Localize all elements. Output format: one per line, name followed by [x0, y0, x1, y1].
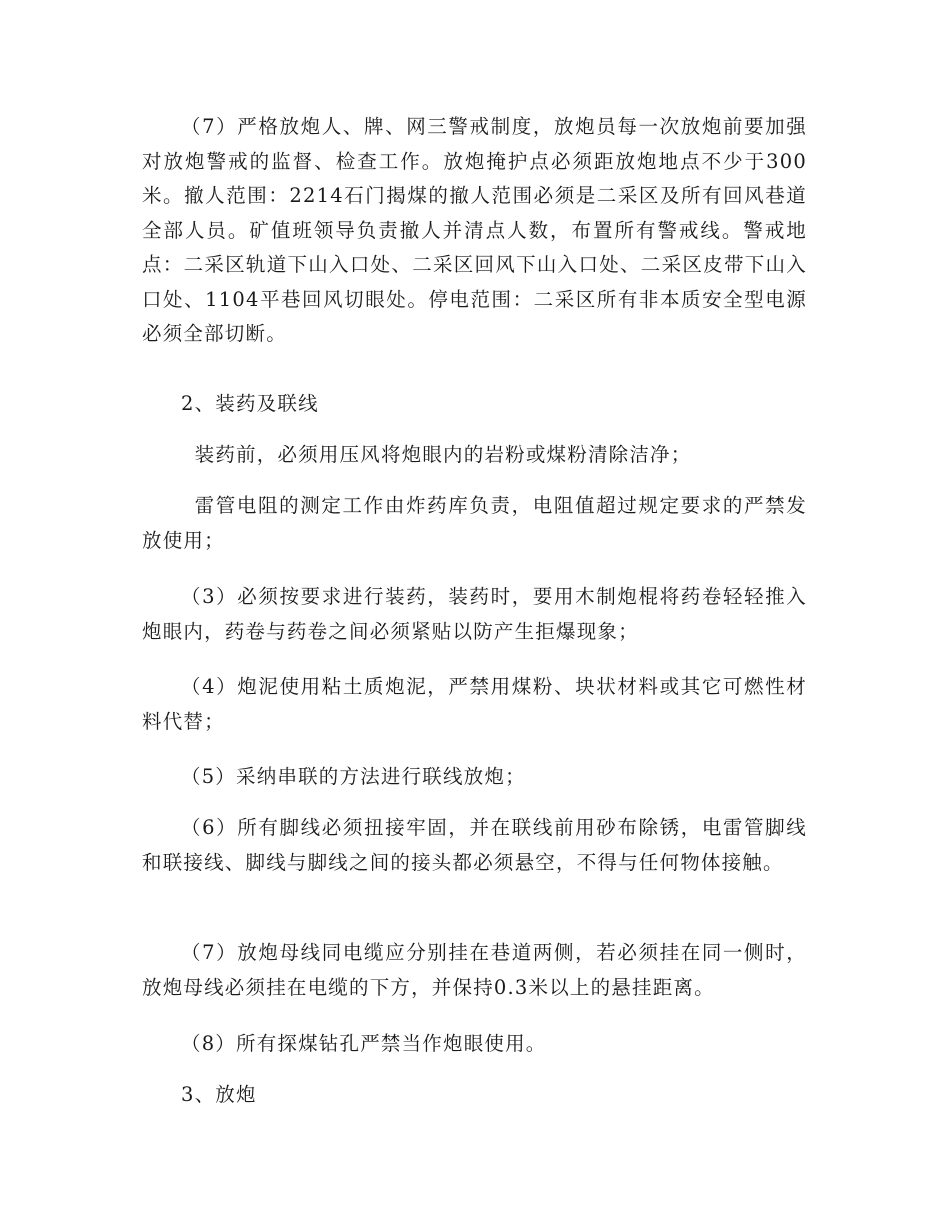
section-heading-charging: 2、装药及联线 — [181, 392, 319, 415]
paragraph-clean-holes: 装药前，必须用压风将炮眼内的岩粉或煤粉清除洁净； — [194, 443, 692, 466]
paragraph-blasting-cable: （7）放炮母线同电缆应分别挂在巷道两侧，若必须挂在同一侧时，放炮母线必须挂在电缆的下方，并保持0.3米以上的悬挂距离。 — [142, 941, 807, 999]
paragraph-series-connection: （5）采纳串联的方法进行联线放炮； — [181, 765, 526, 788]
paragraph-drill-holes: （8）所有探煤钻孔严禁当作炮眼使用。 — [181, 1032, 547, 1055]
paragraph-detonator-resistance: 雷管电阻的测定工作由炸药库负责，电阻值超过规定要求的严禁发放使用； — [142, 494, 807, 552]
paragraph-charging-method: （3）必须按要求进行装药，装药时，要用木制炮棍将药卷轻轻推入炮眼内，药卷与药卷之间必须紧贴以防产生拒爆现象； — [142, 585, 807, 643]
paragraph-safety-warning: （7）严格放炮人、牌、网三警戒制度，放炮员每一次放炮前要加强对放炮警戒的监督、检查工作。放炮掩护点必须距放炮地点不少于300米。撤人范围：2214石门揭煤的撤人范围必须是二采区及所有回风巷道全部人员。矿值班领导负责撤人并清点人数，布置所有警戒线。警戒地点：二采区轨道下山入口处、二采区回风下山入口处、二采区皮带下山入口处、1104平巷回风切眼处。停电范围：二采区所有非本质安全型电源必须全部切断。 — [142, 115, 807, 345]
section-heading-blasting: 3、放炮 — [181, 1083, 257, 1106]
paragraph-stemming: （4）炮泥使用粘土质炮泥，严禁用煤粉、块状材料或其它可燃性材料代替； — [142, 675, 807, 733]
paragraph-wire-connection: （6）所有脚线必须扭接牢固，并在联线前用砂布除锈，电雷管脚线和联接线、脚线与脚线之间的接头都必须悬空，不得与任何物体接触。 — [142, 816, 807, 874]
